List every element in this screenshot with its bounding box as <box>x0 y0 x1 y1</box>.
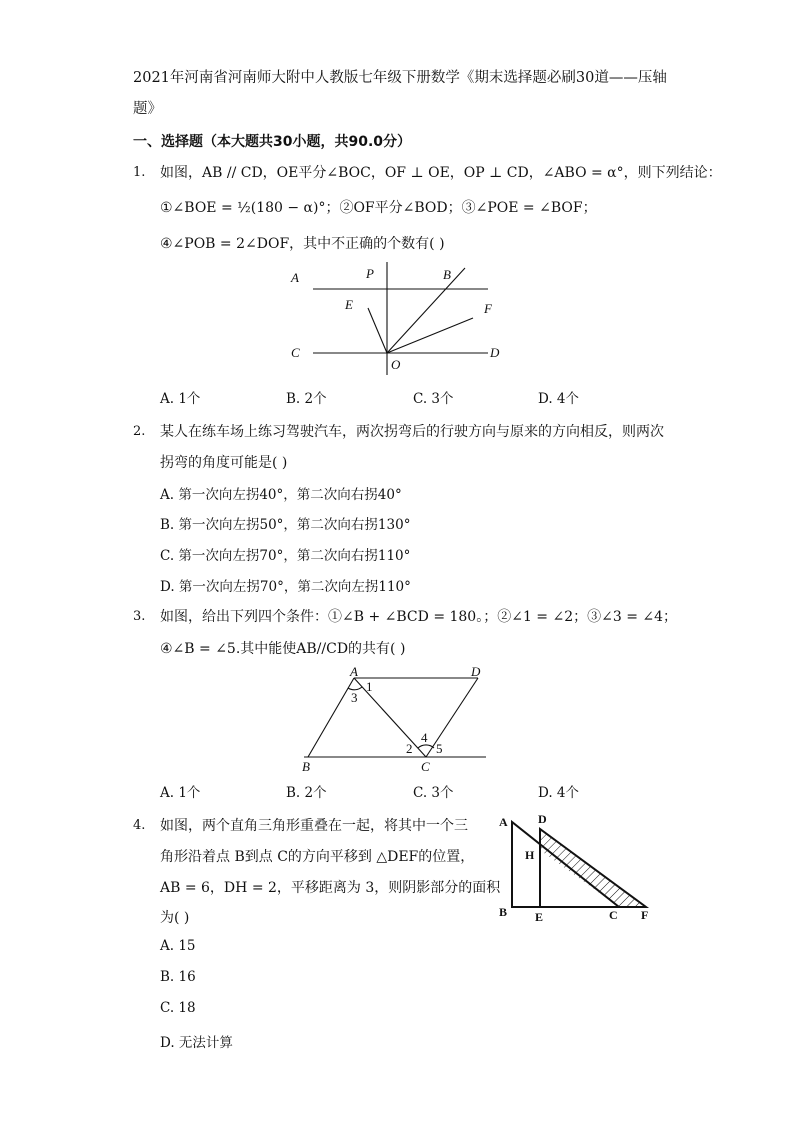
fig4-label-b: B <box>499 905 508 919</box>
fig3-label-c: C <box>421 759 430 772</box>
fig4-label-a: A <box>499 815 508 829</box>
triangle-abc <box>512 822 619 907</box>
fig1-label-f: F <box>484 301 492 316</box>
question-4-line3: AB = 6，DH = 2，平移距离为 3，则阴影部分的面积 <box>160 880 501 896</box>
question-2-number: 2. <box>133 424 146 439</box>
question-2-option-a: A. 第一次向左拐40°，第二次向右拐40° <box>160 487 402 503</box>
question-4-figure <box>496 808 661 926</box>
fig1-label-p: P <box>366 266 374 281</box>
question-1-option-a: A. 1个 <box>160 391 201 407</box>
question-4-line1: 如图，两个直角三角形重叠在一起，将其中一个三 <box>160 818 468 834</box>
question-1-option-c: C. 3个 <box>413 391 454 407</box>
section-header: 一、选择题（本大题共30小题，共90.0分） <box>133 134 412 150</box>
question-3-option-c: C. 3个 <box>413 785 454 801</box>
fig1-label-e: E <box>345 297 353 312</box>
fig4-label-c: C <box>609 908 618 922</box>
ray-of <box>387 318 473 353</box>
fig3-label-a: A <box>350 664 358 679</box>
fig3-label-b: B <box>302 759 310 772</box>
question-3-line2: ④∠B = ∠5.其中能使AB//CD的共有( ) <box>160 641 406 657</box>
triangle-def <box>540 829 646 907</box>
ray-oe <box>368 308 387 353</box>
question-4-number: 4. <box>133 818 146 833</box>
fig4-label-h: H <box>525 848 535 862</box>
fig1-label-a: A <box>291 270 299 285</box>
question-3-option-b: B. 2个 <box>286 785 327 801</box>
question-1-option-b: B. 2个 <box>286 391 327 407</box>
document-title-line2: 题》 <box>133 101 162 117</box>
question-2-option-b: B. 第一次向左拐50°，第二次向右拐130° <box>160 517 411 533</box>
question-3-option-d: D. 4个 <box>538 785 580 801</box>
question-3-figure <box>298 660 498 772</box>
line-ac <box>354 678 426 757</box>
fig3-label-4: 4 <box>421 730 428 745</box>
fig3-label-5: 5 <box>436 741 443 756</box>
fig1-label-c: C <box>291 345 300 360</box>
ray-ob <box>387 268 465 353</box>
line-cd <box>426 678 478 757</box>
document-title-line1: 2021年河南省河南师大附中人教版七年级下册数学《期末选择题必刷30道——压轴 <box>133 70 667 86</box>
question-4-line2: 角形沿着点 B到点 C的方向平移到 △DEF的位置， <box>160 849 475 865</box>
question-1-number: 1. <box>133 165 146 180</box>
question-2-option-d: D. 第一次向左拐70°，第二次向左拐110° <box>160 579 411 595</box>
fig3-label-1: 1 <box>366 679 373 694</box>
line-ab <box>308 678 354 757</box>
fig4-label-d: D <box>538 812 547 826</box>
fig4-label-e: E <box>535 910 544 924</box>
question-3-option-a: A. 1个 <box>160 785 201 801</box>
question-2-line1: 某人在练车场上练习驾驶汽车，两次拐弯后的行驶方向与原来的方向相反，则两次 <box>160 424 664 440</box>
fig1-label-b: B <box>443 267 451 282</box>
fig3-label-2: 2 <box>406 741 413 756</box>
question-4-line4: 为( ) <box>160 910 190 926</box>
question-4-option-c: C. 18 <box>160 1000 196 1016</box>
question-2-option-c: C. 第一次向左拐70°，第二次向右拐110° <box>160 548 411 564</box>
fig4-label-f: F <box>641 908 649 922</box>
question-1-line2: ①∠BOE = ½(180 − α)°；②OF平分∠BOD；③∠POE = ∠BOF； <box>160 200 597 216</box>
question-1-line3: ④∠POB = 2∠DOF，其中不正确的个数有( ) <box>160 236 445 252</box>
question-4-option-b: B. 16 <box>160 969 196 985</box>
question-4-option-a: A. 15 <box>160 938 196 954</box>
fig1-label-d: D <box>490 345 500 360</box>
fig1-label-o: O <box>391 357 401 372</box>
question-1-figure <box>280 258 520 378</box>
question-3-line1: 如图，给出下列四个条件：①∠B + ∠BCD = 180。；②∠1 = ∠2；③∠3 = ∠4； <box>160 609 678 625</box>
question-3-number: 3. <box>133 609 146 624</box>
question-1-line1: 如图，AB // CD，OE平分∠BOC，OF ⊥ OE，OP ⊥ CD，∠ABO = α°，则下列结论： <box>160 165 722 181</box>
fig3-label-3: 3 <box>351 690 358 705</box>
fig3-label-d: D <box>471 664 481 679</box>
question-2-line2: 拐弯的角度可能是( ) <box>160 455 288 471</box>
question-1-option-d: D. 4个 <box>538 391 580 407</box>
question-4-option-d: D. 无法计算 <box>160 1035 233 1051</box>
